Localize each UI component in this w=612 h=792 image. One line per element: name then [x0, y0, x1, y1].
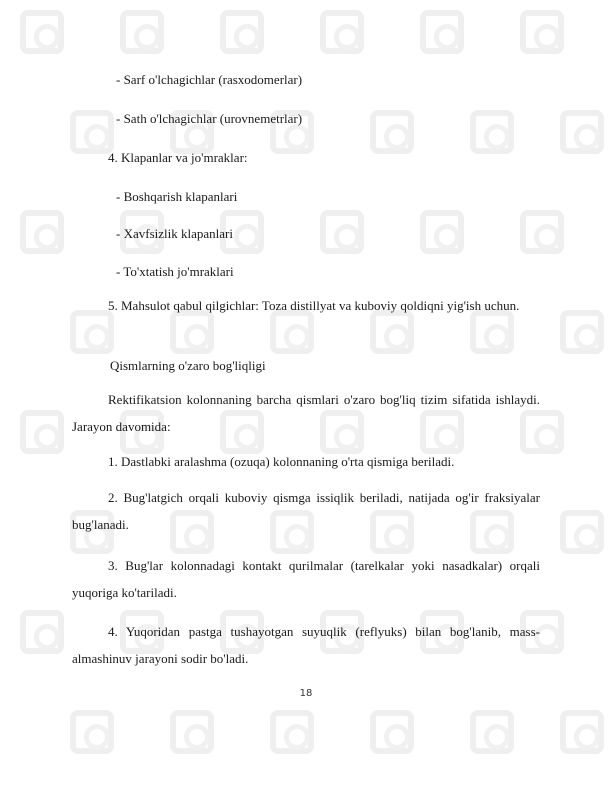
- page-number: 18: [299, 688, 313, 699]
- paragraph-step-2: 2. Bug'latgich orqali kuboviy qismga issiqlik beriladi, natijada og'ir fraksiyalar bug'lanadi.: [72, 490, 540, 532]
- paragraph-step-1: 1. Dastlabki aralashma (ozuqa) kolonnaning o'rta qismiga beriladi.: [108, 454, 455, 469]
- list-item-safety-valves: - Xavfsizlik klapanlari: [116, 226, 233, 241]
- paragraph-step-4: 4. Yuqoridan pastga tushayotgan suyuqlik (reflyuks) bilan bog'lanib, mass-almashinuv jarayoni sodir bo'ladi.: [72, 624, 540, 666]
- list-item-level-meters: - Sath o'lchagichlar (urovnemetrlar): [116, 111, 303, 126]
- list-item-shutoff-taps: - To'xtatish jo'mraklari: [116, 264, 234, 279]
- list-item-valves-heading: 4. Klapanlar va jo'mraklar:: [108, 150, 248, 165]
- list-item-control-valves: - Boshqarish klapanlari: [116, 189, 238, 204]
- section-heading: Qismlarning o'zaro bog'liqligi: [110, 358, 266, 373]
- paragraph-step-3: 3. Bug'lar kolonnadagi kontakt qurilmalar (tarelkalar yoki nasadkalar) orqali yuqoriga ko'tariladi.: [72, 558, 540, 600]
- paragraph-intro: Rektifikatsion kolonnaning barcha qismlari o'zaro bog'liq tizim sifatida ishlaydi. Jarayon davomida:: [72, 392, 540, 434]
- paragraph-product-receivers: 5. Mahsulot qabul qilgichlar: Toza distillyat va kuboviy qoldiqni yig'ish uchun.: [108, 298, 520, 313]
- list-item-flow-meters: - Sarf o'lchagichlar (rasxodomerlar): [116, 72, 303, 87]
